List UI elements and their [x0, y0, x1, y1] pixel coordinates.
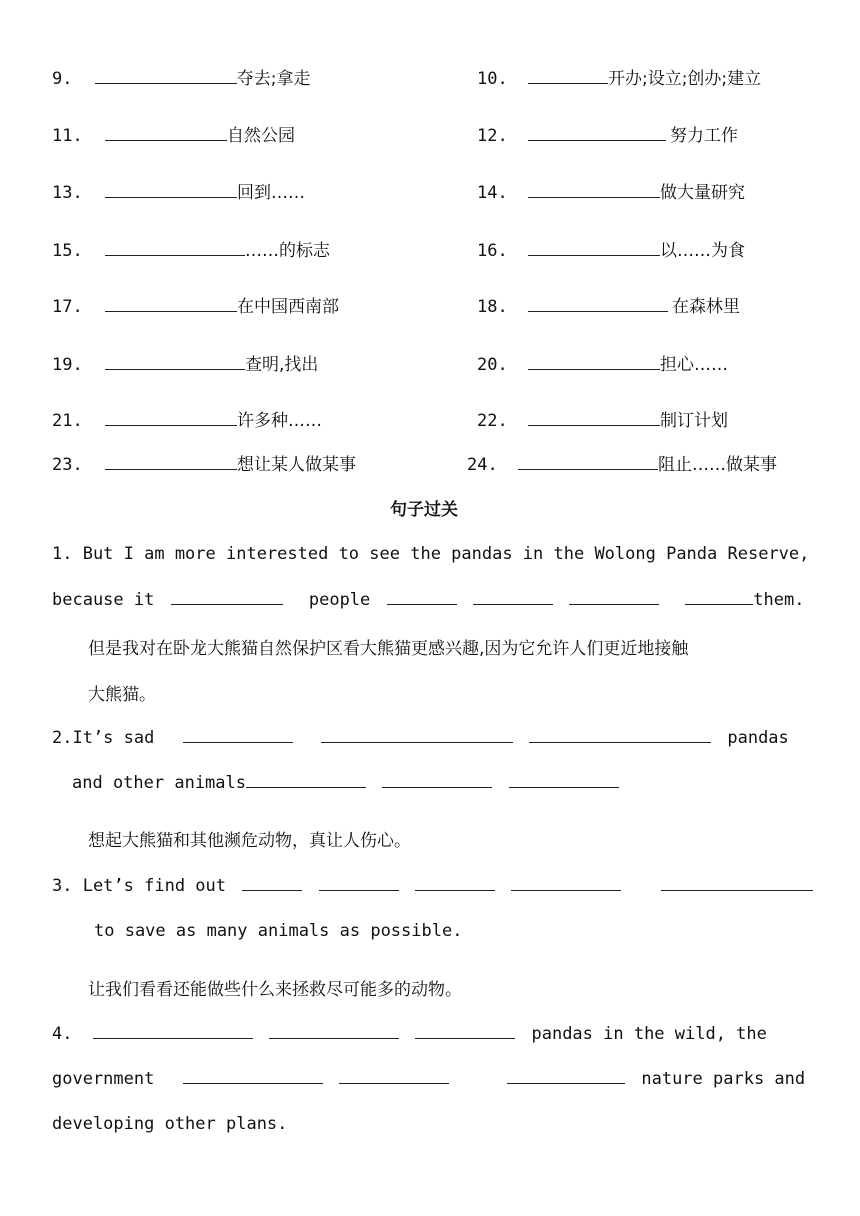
item-meaning: 制订计划 — [659, 411, 728, 431]
vocab-item-18 — [477, 292, 740, 317]
answer-blank[interactable] — [93, 1037, 253, 1039]
answer-blank[interactable] — [528, 82, 608, 84]
answer-blank[interactable] — [528, 310, 668, 312]
sentence-text: and other animals — [72, 773, 246, 793]
vocab-item-19 — [52, 350, 318, 375]
item-number: 23. — [52, 455, 83, 475]
item-meaning: 做大量研究 — [659, 183, 745, 203]
answer-blank[interactable] — [528, 196, 660, 198]
item-number: 15. — [52, 241, 83, 261]
item-meaning: ……的标志 — [244, 241, 330, 261]
sentence-3-line-1 — [52, 876, 813, 896]
answer-blank[interactable] — [183, 741, 293, 743]
answer-blank[interactable] — [246, 786, 366, 788]
vocab-item-14 — [477, 178, 745, 203]
answer-blank[interactable] — [507, 1082, 625, 1084]
sentence-3-translation: 让我们看看还能做些什么来拯救尽可能多的动物。 — [88, 980, 462, 1000]
sentence-1-translation-2: 大熊猫。 — [88, 685, 156, 705]
sentence-text: 4. — [52, 1024, 73, 1044]
answer-blank[interactable] — [528, 424, 660, 426]
answer-blank[interactable] — [319, 889, 399, 891]
sentence-2-line-2 — [72, 773, 619, 793]
item-meaning: 在中国西南部 — [236, 297, 339, 317]
vocab-item-24 — [467, 450, 777, 475]
vocab-item-23 — [52, 450, 356, 475]
answer-blank[interactable] — [529, 741, 711, 743]
answer-blank[interactable] — [321, 741, 513, 743]
answer-blank[interactable] — [685, 603, 753, 605]
answer-blank[interactable] — [569, 603, 659, 605]
sentence-4-line-2 — [52, 1069, 805, 1089]
vocab-item-22 — [477, 406, 728, 431]
item-number: 11. — [52, 126, 83, 146]
sentence-text: pandas in the wild, the — [531, 1024, 767, 1044]
answer-blank[interactable] — [105, 424, 237, 426]
item-meaning: 回到…… — [236, 183, 305, 203]
answer-blank[interactable] — [528, 368, 660, 370]
item-number: 16. — [477, 241, 508, 261]
answer-blank[interactable] — [382, 786, 492, 788]
item-number: 14. — [477, 183, 508, 203]
answer-blank[interactable] — [511, 889, 621, 891]
item-meaning: 在森林里 — [671, 297, 740, 317]
vocab-item-10 — [477, 64, 761, 89]
item-meaning: 许多种…… — [236, 411, 322, 431]
answer-blank[interactable] — [473, 603, 553, 605]
answer-blank[interactable] — [105, 368, 245, 370]
answer-blank[interactable] — [105, 310, 237, 312]
sentence-text: government — [52, 1069, 155, 1089]
vocab-item-15 — [52, 236, 330, 261]
item-number: 22. — [477, 411, 508, 431]
sentence-1-line-2 — [52, 590, 804, 610]
item-meaning: 以……为食 — [659, 241, 745, 261]
section-title: 句子过关 — [390, 500, 458, 520]
answer-blank[interactable] — [528, 139, 666, 141]
item-meaning: 阻止……做某事 — [657, 455, 777, 475]
item-meaning: 努力工作 — [669, 126, 738, 146]
sentence-text: nature parks and — [641, 1069, 806, 1089]
sentence-1-translation-1: 但是我对在卧龙大熊猫自然保护区看大熊猫更感兴趣,因为它允许人们更近地接触 — [88, 639, 689, 659]
vocab-item-16 — [477, 236, 745, 261]
answer-blank[interactable] — [95, 82, 237, 84]
item-number: 13. — [52, 183, 83, 203]
answer-blank[interactable] — [105, 254, 245, 256]
item-number: 24. — [467, 455, 498, 475]
vocab-item-9 — [52, 64, 310, 89]
answer-blank[interactable] — [661, 889, 813, 891]
sentence-1-line-1: 1. But I am more interested to see the pandas in the Wolong Panda Reserve, — [52, 544, 810, 564]
vocab-item-13 — [52, 178, 305, 203]
item-number: 17. — [52, 297, 83, 317]
item-number: 18. — [477, 297, 508, 317]
sentence-text: people — [308, 590, 371, 610]
answer-blank[interactable] — [105, 468, 237, 470]
answer-blank[interactable] — [387, 603, 457, 605]
sentence-4-line-1 — [52, 1024, 767, 1044]
sentence-text: 3. Let’s find out — [52, 876, 226, 896]
item-meaning: 担心…… — [659, 355, 728, 375]
item-meaning: 夺去;拿走 — [236, 69, 311, 89]
sentence-text: 2.It’s sad — [52, 728, 155, 748]
answer-blank[interactable] — [528, 254, 660, 256]
answer-blank[interactable] — [269, 1037, 399, 1039]
answer-blank[interactable] — [339, 1082, 449, 1084]
answer-blank[interactable] — [171, 603, 283, 605]
vocab-item-21 — [52, 406, 322, 431]
answer-blank[interactable] — [105, 139, 227, 141]
sentence-4-line-3: developing other plans. — [52, 1114, 288, 1134]
answer-blank[interactable] — [415, 1037, 515, 1039]
vocab-item-17 — [52, 292, 339, 317]
answer-blank[interactable] — [183, 1082, 323, 1084]
sentence-text: them. — [753, 590, 805, 610]
sentence-2-translation: 想起大熊猫和其他濒危动物，真让人伤心。 — [88, 831, 411, 851]
item-number: 9. — [52, 69, 73, 89]
answer-blank[interactable] — [509, 786, 619, 788]
answer-blank[interactable] — [518, 468, 658, 470]
item-meaning: 开办;设立;创办;建立 — [607, 69, 762, 89]
sentence-3-line-2: to save as many animals as possible. — [94, 921, 463, 941]
item-number: 20. — [477, 355, 508, 375]
item-meaning: 查明,找出 — [244, 355, 319, 375]
vocab-item-20 — [477, 350, 728, 375]
answer-blank[interactable] — [242, 889, 302, 891]
item-meaning: 想让某人做某事 — [236, 455, 356, 475]
item-number: 21. — [52, 411, 83, 431]
answer-blank[interactable] — [415, 889, 495, 891]
answer-blank[interactable] — [105, 196, 237, 198]
vocab-item-12 — [477, 121, 738, 146]
sentence-text: pandas — [727, 728, 789, 748]
item-meaning: 自然公园 — [226, 126, 295, 146]
vocab-item-11 — [52, 121, 295, 146]
sentence-text: because it — [52, 590, 155, 610]
item-number: 12. — [477, 126, 508, 146]
item-number: 10. — [477, 69, 508, 89]
item-number: 19. — [52, 355, 83, 375]
sentence-2-line-1 — [52, 728, 789, 748]
